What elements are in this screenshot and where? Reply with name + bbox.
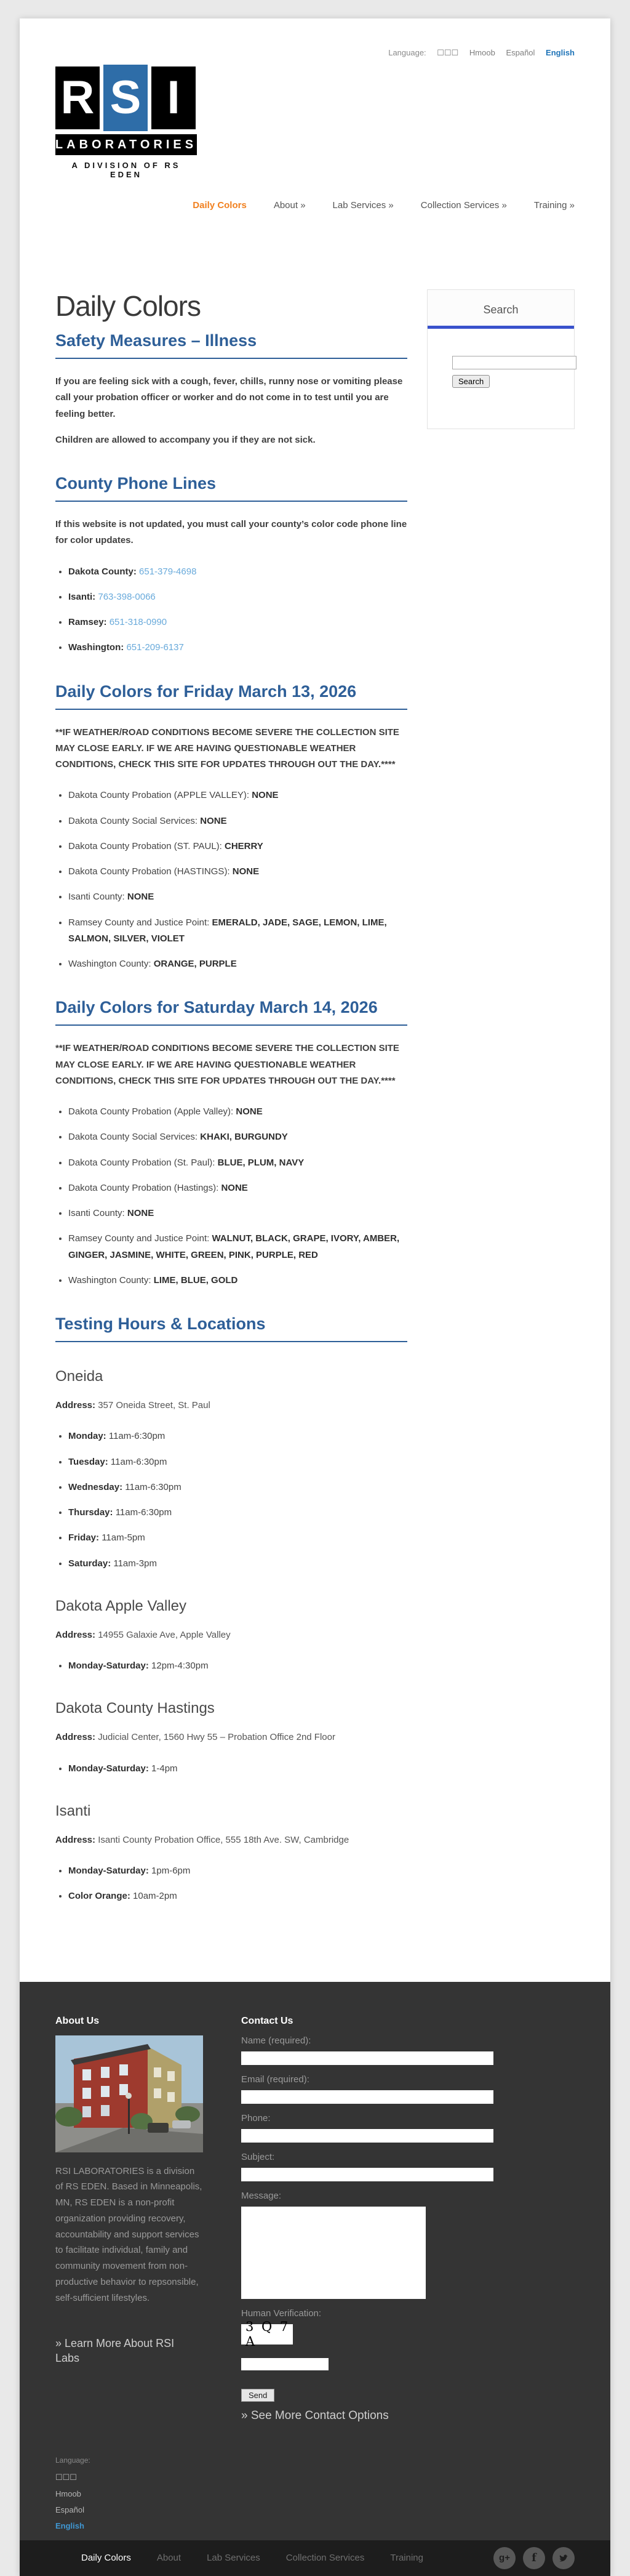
hours-list-oneida (55, 1428, 407, 1572)
hours-time: 11am-6:30pm (108, 1431, 165, 1442)
address-value: Judicial Center, 1560 Hwy 55 – Probation Office 2nd Floor (98, 1732, 335, 1743)
color-site: Dakota County Probation (Hastings): (68, 1182, 219, 1193)
hours-time: 11am-5pm (102, 1532, 145, 1544)
color-list-item (68, 889, 407, 905)
hours-item (68, 1761, 407, 1777)
hours-time: 11am-3pm (113, 1558, 157, 1569)
safety-paragraph-1: If you are feeling sick with a cough, fever, chills, runny nose or vomiting please call your probation officer or worker and do not come in to test until you are feeling better. (55, 376, 403, 419)
google-plus-icon[interactable]: g+ (493, 2547, 516, 2569)
captcha-image: 3 Q 7 A (241, 2324, 293, 2345)
footer-nav-training[interactable]: Training (390, 2553, 423, 2563)
site-header (20, 18, 610, 214)
color-site: Dakota County Probation (St. Paul): (68, 1157, 215, 1168)
color-site: Dakota County Social Services: (68, 815, 198, 826)
color-values: NONE (127, 1208, 154, 1218)
hours-item (68, 1863, 407, 1879)
footer-language-espanol[interactable]: Español (55, 2505, 84, 2514)
friday-colors-heading: Daily Colors for Friday March 13, 2026 (55, 682, 407, 710)
about-us-heading: About Us (55, 2015, 100, 2026)
color-site: Ramsey County and Justice Point: (68, 1233, 210, 1244)
footer-bottom-bar (20, 2540, 610, 2576)
color-values: NONE (232, 866, 260, 877)
safety-paragraph-2: Children are allowed to accompany you if they are not sick. (55, 434, 316, 445)
facebook-icon[interactable]: f (523, 2547, 545, 2569)
email-field[interactable] (241, 2090, 493, 2104)
phone-field[interactable] (241, 2129, 493, 2143)
footer-language-english[interactable]: English (55, 2521, 84, 2530)
footer-nav (81, 2553, 423, 2563)
content-area (20, 289, 610, 1914)
color-list-item (68, 915, 407, 948)
page-container (20, 18, 610, 2576)
color-site: Dakota County Social Services: (68, 1132, 198, 1143)
county-name: Ramsey: (68, 617, 107, 627)
address-label: Address: (55, 1732, 96, 1743)
color-list-item (68, 864, 407, 880)
language-option-tofu[interactable]: ☐☐☐ (437, 48, 459, 57)
hours-day: Monday-Saturday: (68, 1763, 149, 1774)
location-name-oneida: Oneida (55, 1368, 103, 1385)
message-field[interactable] (241, 2207, 426, 2299)
county-name: Washington: (68, 642, 124, 653)
color-values: WALNUT, BLACK, GRAPE, IVORY, AMBER, GINGER, JASMINE, WHITE, GREEN, PINK, PURPLE, RED (68, 1233, 400, 1260)
language-selector (55, 48, 575, 58)
county-name: Dakota County: (68, 566, 137, 577)
color-site: Washington County: (68, 1274, 151, 1286)
phone-line-item (68, 640, 407, 656)
rsi-logo[interactable] (55, 66, 197, 179)
hours-item (68, 1658, 407, 1674)
search-widget-title: Search (483, 304, 519, 316)
contact-us-heading: Contact Us (241, 2015, 293, 2026)
nav-training[interactable]: Training » (533, 200, 575, 211)
color-site: Washington County: (68, 959, 151, 969)
saturday-colors-list (55, 1104, 407, 1289)
color-values: NONE (252, 790, 279, 801)
color-values: BLUE, PLUM, NAVY (217, 1157, 305, 1168)
hours-item (68, 1479, 407, 1495)
color-values: LIME, BLUE, GOLD (153, 1274, 238, 1286)
color-list-item (68, 956, 407, 972)
main-nav (55, 200, 575, 214)
footer-language-selector (55, 2455, 575, 2530)
color-list-item (68, 1155, 407, 1171)
hours-day: Monday-Saturday: (68, 1866, 149, 1876)
location-address (55, 1627, 407, 1643)
color-list-item (68, 1129, 407, 1145)
location-address (55, 1398, 407, 1414)
learn-more-link[interactable]: » Learn More About RSI Labs (55, 2337, 175, 2364)
color-values: CHERRY (225, 840, 263, 851)
color-site: Dakota County Probation (HASTINGS): (68, 866, 230, 877)
language-label: Language: (388, 48, 426, 57)
hours-day: Tuesday: (68, 1456, 108, 1467)
phone-lines-list (55, 564, 407, 656)
name-field[interactable] (241, 2051, 493, 2065)
hours-list-dakota-apple-valley (55, 1658, 407, 1674)
location-name-dakota-county-hastings: Dakota County Hastings (55, 1700, 215, 1717)
color-site: Dakota County Probation (ST. PAUL): (68, 840, 222, 851)
captcha-input[interactable] (241, 2358, 329, 2370)
footer-about-column (55, 2016, 203, 2423)
logo-tagline: A DIVISION OF RS EDEN (71, 161, 181, 179)
hours-day: Wednesday: (68, 1481, 123, 1492)
hours-day: Monday-Saturday: (68, 1660, 149, 1671)
address-label: Address: (55, 1629, 96, 1640)
hours-list-isanti (55, 1863, 407, 1905)
phone-label: Phone: (241, 2112, 271, 2123)
hours-item (68, 1556, 407, 1572)
hours-day: Friday: (68, 1532, 100, 1544)
address-value: 14955 Galaxie Ave, Apple Valley (98, 1629, 231, 1640)
color-site: Ramsey County and Justice Point: (68, 917, 210, 928)
phone-number-link[interactable]: 651-209-6137 (126, 642, 184, 653)
hours-item (68, 1454, 407, 1470)
footer-language-tofu[interactable]: ☐☐☐ (55, 2472, 77, 2482)
hours-list-dakota-county-hastings (55, 1761, 407, 1777)
footer-contact-column (241, 2016, 495, 2423)
location-address (55, 1832, 407, 1848)
phone-number-link[interactable]: 763-398-0066 (98, 591, 156, 602)
color-list-item (68, 1104, 407, 1120)
hours-time: 12pm-4:30pm (151, 1660, 209, 1671)
language-option-english[interactable]: English (546, 48, 575, 57)
nav-daily-colors[interactable]: Daily Colors (193, 200, 247, 211)
page-title: Daily Colors (55, 290, 201, 322)
color-site: Isanti County: (68, 892, 125, 903)
hours-day: Thursday: (68, 1507, 113, 1518)
footer-nav-lab-services[interactable]: Lab Services (207, 2553, 260, 2563)
site-footer (20, 1982, 610, 2576)
color-list-item (68, 1231, 407, 1263)
search-widget (427, 289, 575, 429)
color-site: Dakota County Probation (APPLE VALLEY): (68, 790, 250, 801)
nav-collection-services[interactable]: Collection Services » (420, 200, 507, 211)
phone-line-item (68, 564, 407, 580)
name-label: Name (required): (241, 2035, 311, 2046)
hours-item (68, 1505, 407, 1521)
sidebar (427, 289, 575, 1914)
phone-line-item (68, 589, 407, 605)
hours-time: 11am-6:30pm (125, 1481, 181, 1492)
saturday-weather-warning: **IF WEATHER/ROAD CONDITIONS BECOME SEVERE THE COLLECTION SITE MAY CLOSE EARLY. IF WE ARE HAVING QUESTIONABLE WEATHER CONDITIONS, CHECK THIS SITE FOR UPDATES THROUGH OUT THE DAY.**** (55, 1043, 399, 1086)
color-site: Dakota County Probation (Apple Valley): (68, 1106, 234, 1117)
hours-time: 11am-6:30pm (115, 1507, 172, 1518)
hours-day: Saturday: (68, 1558, 111, 1569)
address-label: Address: (55, 1834, 96, 1845)
send-button[interactable]: Send (241, 2389, 274, 2402)
color-values: NONE (221, 1182, 248, 1193)
language-option-espanol[interactable]: Español (506, 48, 535, 57)
color-values: NONE (127, 892, 154, 903)
logo-letter-r: R (55, 66, 100, 129)
friday-colors-list (55, 787, 407, 972)
safety-heading: Safety Measures – Illness (55, 331, 407, 359)
footer-language-label: Language: (55, 2455, 90, 2465)
color-values: EMERALD, JADE, SAGE, LEMON, LIME, SALMON, SILVER, VIOLET (68, 917, 387, 944)
nav-lab-services[interactable]: Lab Services » (332, 200, 394, 211)
footer-language-hmoob[interactable]: Hmoob (55, 2489, 81, 2498)
subject-field[interactable] (241, 2168, 493, 2181)
twitter-icon[interactable] (552, 2547, 575, 2569)
logo-laboratories-bar: LABORATORIES (55, 134, 197, 155)
phone-line-item (68, 614, 407, 630)
county-name: Isanti: (68, 591, 96, 602)
hours-time: 1-4pm (151, 1763, 178, 1774)
color-values: NONE (200, 815, 227, 826)
hours-day: Monday: (68, 1431, 106, 1442)
color-list-item (68, 839, 407, 855)
main-column (55, 289, 407, 1914)
subject-label: Subject: (241, 2151, 275, 2162)
address-value: Isanti County Probation Office, 555 18th Ave. SW, Cambridge (98, 1834, 349, 1845)
hours-time: 1pm-6pm (151, 1866, 191, 1876)
color-values: NONE (236, 1106, 263, 1117)
human-verification-label: Human Verification: (241, 2308, 322, 2319)
color-list-item (68, 787, 407, 803)
message-label: Message: (241, 2190, 282, 2201)
logo-letter-s: S (103, 65, 148, 131)
location-name-isanti: Isanti (55, 1802, 91, 1819)
search-button[interactable]: Search (452, 375, 490, 388)
testing-hours-heading: Testing Hours & Locations (55, 1314, 407, 1342)
color-list-item (68, 813, 407, 829)
footer-nav-about[interactable]: About (156, 2553, 181, 2563)
hours-item (68, 1530, 407, 1546)
social-links (493, 2547, 575, 2569)
about-us-text: RSI LABORATORIES is a division of RS EDEN. Based in Minneapolis, MN, RS EDEN is a non-profit organization providing recovery, accountability and support services to facilitate individual, family and community movement from non-productive behavior to repsonsible, self-sufficient lifestyles. (55, 2165, 202, 2303)
color-list-item (68, 1180, 407, 1196)
logo-letter-i: I (151, 66, 196, 129)
footer-nav-daily-colors[interactable]: Daily Colors (81, 2553, 131, 2563)
nav-about[interactable]: About » (273, 200, 306, 211)
color-values: KHAKI, BURGUNDY (200, 1132, 288, 1143)
search-form (428, 329, 574, 429)
saturday-colors-heading: Daily Colors for Saturday March 14, 2026 (55, 998, 407, 1026)
more-contact-options-link[interactable]: » See More Contact Options (241, 2409, 389, 2422)
location-name-dakota-apple-valley: Dakota Apple Valley (55, 1597, 187, 1614)
hours-item (68, 1428, 407, 1444)
phone-lines-heading: County Phone Lines (55, 474, 407, 502)
friday-weather-warning: **IF WEATHER/ROAD CONDITIONS BECOME SEVERE THE COLLECTION SITE MAY CLOSE EARLY. IF WE ARE HAVING QUESTIONABLE WEATHER CONDITIONS, CHECK THIS SITE FOR UPDATES THROUGH OUT THE DAY.**** (55, 727, 399, 770)
location-address (55, 1729, 407, 1745)
search-input[interactable] (452, 356, 576, 369)
language-option-hmoob[interactable]: Hmoob (469, 48, 495, 57)
hours-item (68, 1888, 407, 1904)
footer-nav-collection-services[interactable]: Collection Services (285, 2553, 365, 2563)
rsi-logo-letters (55, 66, 197, 131)
hours-time: 10am-2pm (133, 1891, 177, 1902)
phone-lines-intro: If this website is not updated, you must call your county’s color code phone line for color updates. (55, 519, 407, 546)
phone-number-link[interactable]: 651-379-4698 (139, 566, 197, 577)
email-label: Email (required): (241, 2074, 309, 2085)
address-value: 357 Oneida Street, St. Paul (98, 1400, 210, 1411)
phone-number-link[interactable]: 651-318-0990 (109, 617, 167, 627)
hours-time: 11am-6:30pm (110, 1456, 167, 1467)
about-building-photo (55, 2035, 203, 2152)
hours-day: Color Orange: (68, 1891, 130, 1902)
color-values: ORANGE, PURPLE (153, 959, 237, 969)
color-site: Isanti County: (68, 1208, 125, 1218)
color-list-item (68, 1273, 407, 1289)
address-label: Address: (55, 1400, 96, 1411)
color-list-item (68, 1205, 407, 1222)
